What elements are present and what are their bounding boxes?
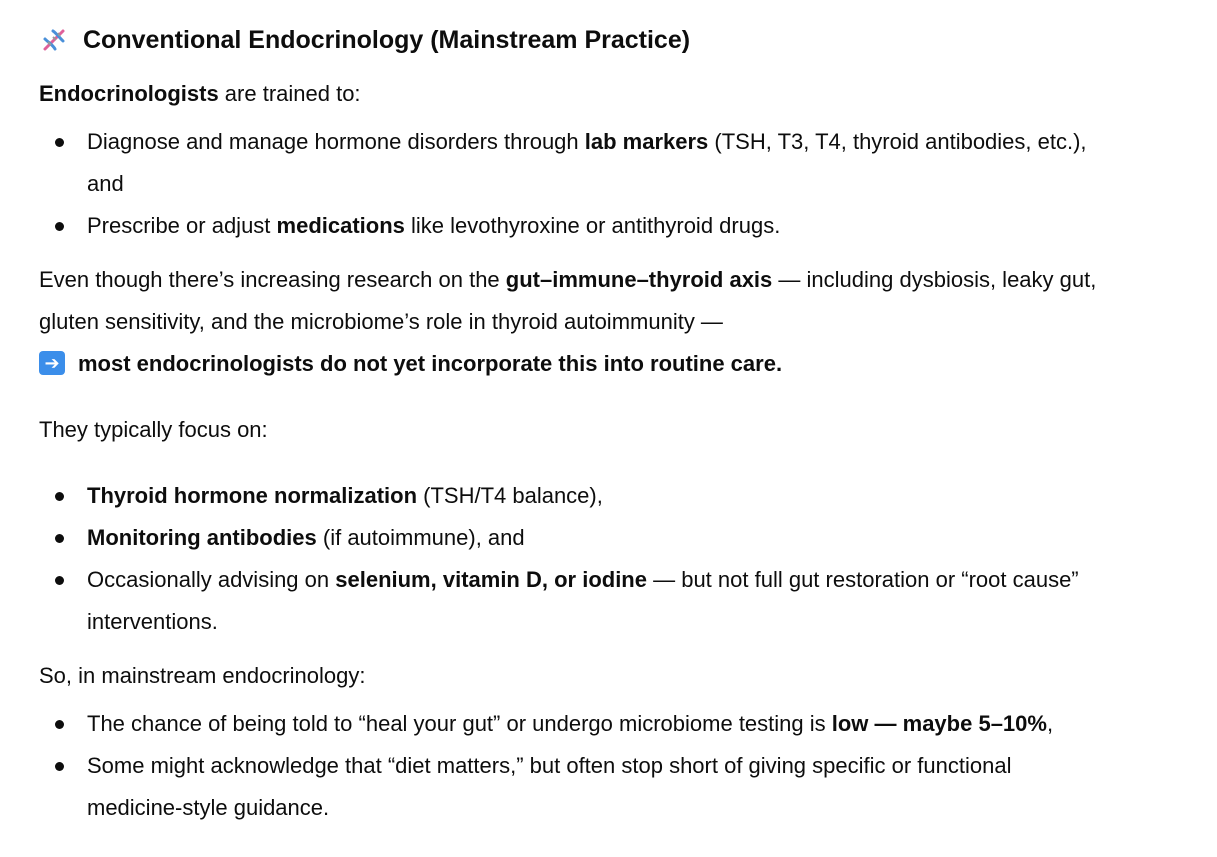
intro-bold: Endocrinologists xyxy=(39,81,219,106)
list-item-continuation: medicine-style guidance. xyxy=(87,795,330,820)
list-item-continuation: interventions. xyxy=(87,609,218,634)
intro-rest: are trained to: xyxy=(218,81,361,106)
dna-icon xyxy=(39,25,69,55)
bullet-dot xyxy=(55,720,64,729)
heading-text: Conventional Endocrinology (Mainstream Practice) xyxy=(83,26,691,54)
bullet-dot xyxy=(55,576,64,585)
list-item: Some might acknowledge that “diet matters,” but often stop short of giving specific or functional xyxy=(87,753,1012,778)
list-item: Prescribe or adjust medications like levothyroxine or antithyroid drugs. xyxy=(87,213,781,238)
list-item: Monitoring antibodies (if autoimmune), and xyxy=(87,525,525,550)
list-item: Thyroid hormone normalization (TSH/T4 balance), xyxy=(87,483,603,508)
paragraph-line: Even though there’s increasing research on the gut–immune–thyroid axis — including dysbiosis, leaky gut, xyxy=(39,267,1097,292)
right-arrow-icon: ➔ xyxy=(39,351,65,375)
bullet-dot xyxy=(55,138,64,147)
bullet-dot xyxy=(55,534,64,543)
focus-intro: They typically focus on: xyxy=(39,417,268,442)
summary-intro: So, in mainstream endocrinology: xyxy=(39,663,366,688)
bullet-dot xyxy=(55,492,64,501)
list-item: The chance of being told to “heal your gut” or undergo microbiome testing is low — maybe 5–10%, xyxy=(87,711,1054,736)
bullet-dot xyxy=(55,222,64,231)
list-item-continuation: and xyxy=(87,171,124,196)
conclusion-line: ➔ most endocrinologists do not yet incorporate this into routine care. xyxy=(39,349,782,379)
intro-paragraph xyxy=(39,79,361,109)
list-item: Occasionally advising on selenium, vitamin D, or iodine — but not full gut restoration or “root cause” xyxy=(87,567,1079,592)
section-heading xyxy=(39,25,690,55)
bullet-dot xyxy=(55,762,64,771)
list-item: Diagnose and manage hormone disorders through lab markers (TSH, T3, T4, thyroid antibodies, etc.), xyxy=(87,129,1087,154)
paragraph-line: gluten sensitivity, and the microbiome’s role in thyroid autoimmunity — xyxy=(39,309,723,334)
